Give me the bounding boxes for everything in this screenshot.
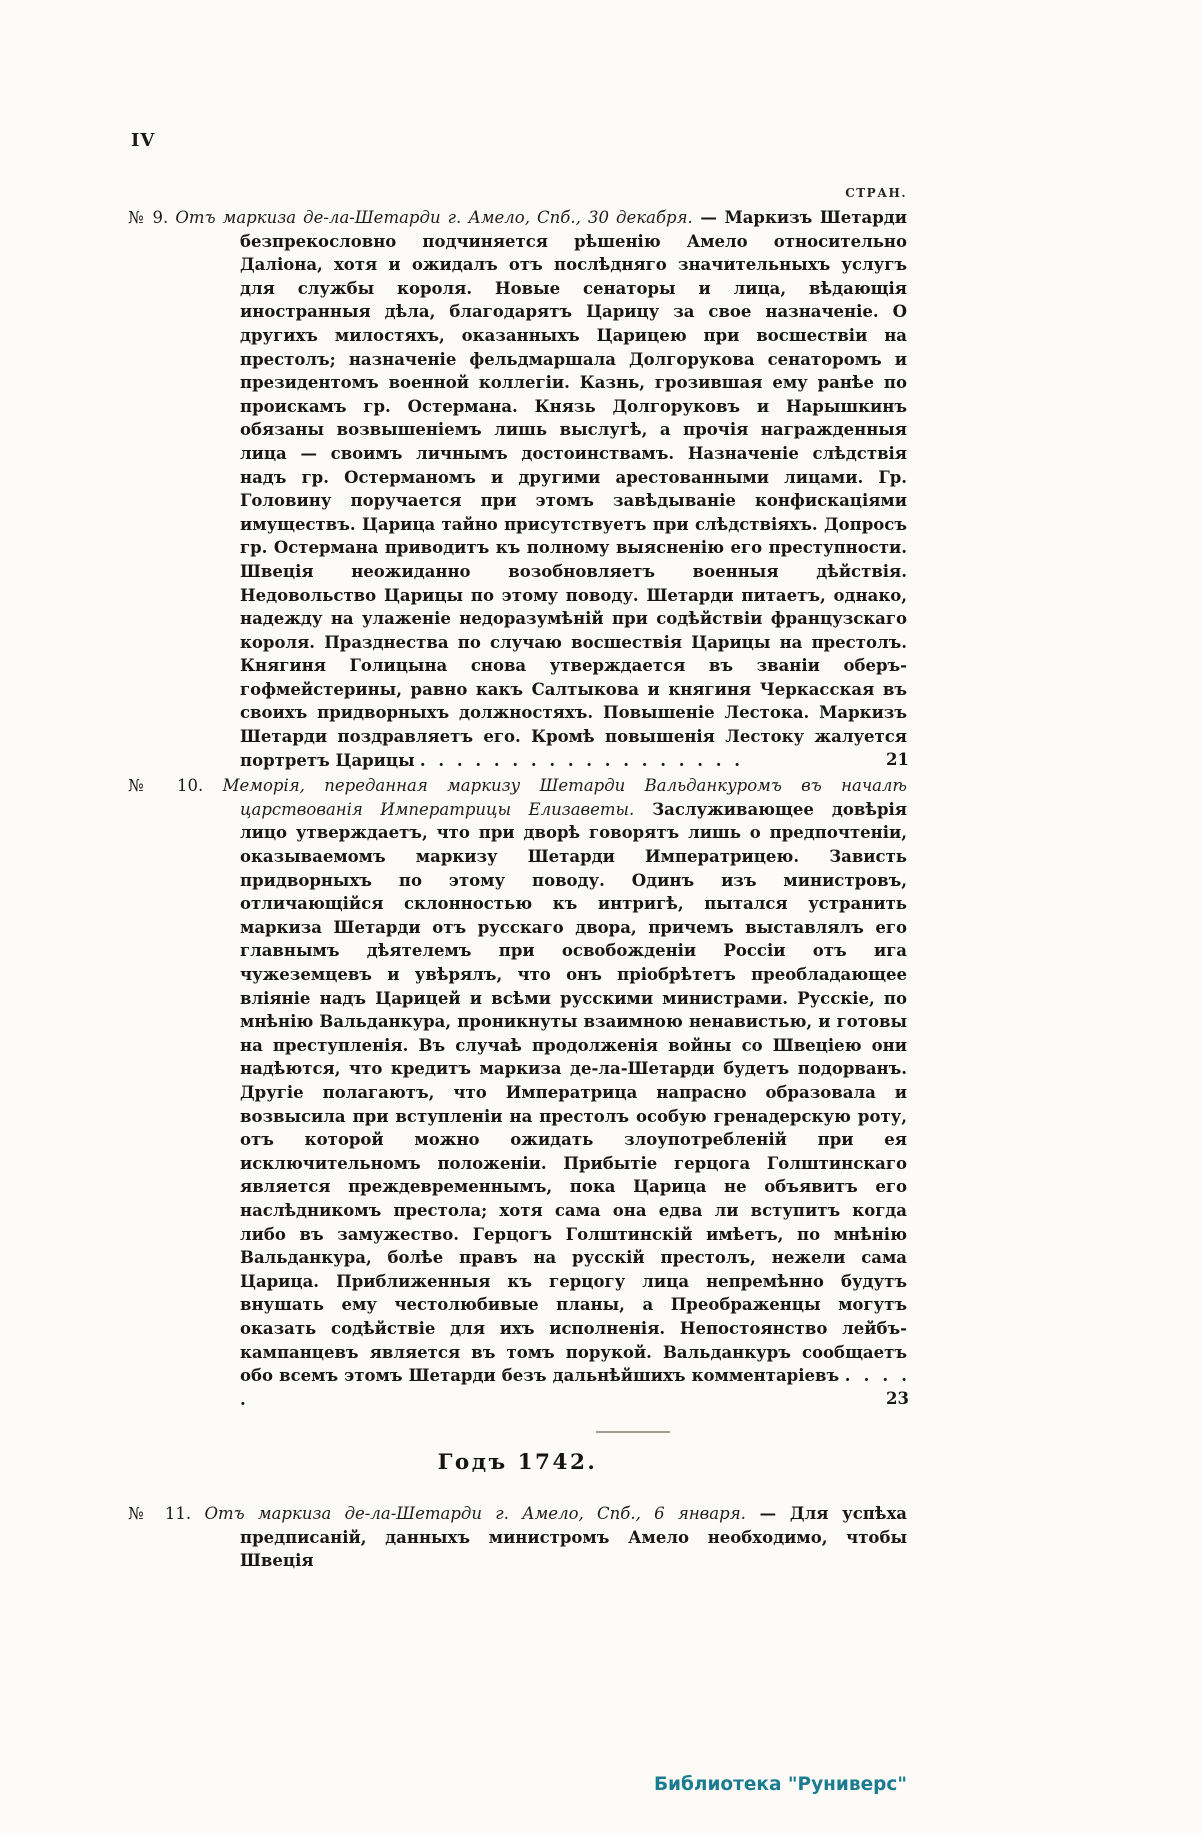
entry-summary: Маркизъ Шетарди безпрекословно подчиняется рѣшенію Амело относительно Даліона, хотя и ожидалъ отъ послѣдняго значительныхъ услугъ для службы короля. Новые сенаторы и лица, вѣдающія иностранныя дѣла, благодарятъ Царицу за свое назначеніе. О другихъ милостяхъ, оказанныхъ Царицею при восшествіи на престолъ; назначеніе фельдмаршала Долгорукова сенаторомъ и президентомъ военной коллегіи. Казнь, грозившая ему ранѣе по проискамъ гр. Остермана. Князь Долгоруковъ и Нарышкинъ обязаны возвышеніемъ лишь выслугѣ, а прочія награжденныя лица — своимъ личнымъ достоинствамъ. Назначеніе слѣдствія надъ гр. Остерманомъ и другими арестованными лицами. Гр. Головину поручается при этомъ завѣдываніе конфискаціями имуществъ. Царица тайно присутствуетъ при слѣдствіяхъ. Допросъ гр. Остермана приводитъ къ полному выясненію его преступности. Швеція неожиданно возобновляетъ военныя дѣйствія. Недовольство Царицы по этому поводу. Шетарди питаетъ, однако, надежду на улаженіе недоразумѣній при содѣйствіи французскаго короля. Празднества по случаю восшествія Царицы на престолъ. Княгиня Голицына снова утверждается въ званіи оберъ-гофмейстерины, равно какъ Салтыкова и княгиня Черкасская въ своихъ придворныхъ должностяхъ. Повышеніе Лестока. Маркизъ Шетарди поздравляетъ его. Кромѣ повышенія Лестоку жалуется портретъ Царицы bbox=[240, 208, 907, 770]
year-section-heading: Годъ 1742. bbox=[437, 1450, 598, 1476]
entry-number: № 11. bbox=[128, 1504, 192, 1524]
dot-leader: . . . . . bbox=[240, 1366, 908, 1409]
entry-source-line: Отъ маркиза де-ла-Шетарди г. Амело, Спб., 30 декабря. bbox=[175, 208, 693, 227]
toc-entry-10 bbox=[128, 774, 907, 1411]
page-reference: 21 bbox=[886, 749, 909, 769]
toc-entry-11 bbox=[128, 1502, 907, 1573]
dot-leader: . . . . . . . . . . . . . . . . . . bbox=[419, 750, 740, 770]
entry-separator: — bbox=[745, 1504, 790, 1524]
entry-source-line: Меморія, переданная маркизу Шетарди Вальданкуромъ въ началѣ царствованія Императрицы Елизаветы. bbox=[222, 776, 907, 819]
toc-entry-9 bbox=[128, 206, 907, 772]
table-of-contents bbox=[128, 204, 907, 1573]
entry-summary: Для успѣха предписаній, данныхъ министромъ Амело необходимо, чтобы Швеція bbox=[240, 1504, 907, 1571]
pages-column-header: СТРАН. bbox=[845, 186, 907, 200]
entry-summary: Заслуживающее довѣрія лицо утверждаетъ, что при дворѣ говорятъ лишь о предпочтеніи, оказываемомъ маркизу Шетарди Императрицею. Зависть придворныхъ по этому поводу. Одинъ изъ министровъ, отличающійся склонностью къ интригѣ, пытался устранить маркиза Шетарди отъ русскаго двора, причемъ выставлялъ его главнымъ дѣятелемъ при освобожденіи Россіи отъ ига чужеземцевъ и увѣрялъ, что онъ пріобрѣтетъ преобладающее вліяніе надъ Царицей и всѣми русскими министрами. Русскіе, по мнѣнію Вальданкура, проникнуты взаимною ненавистью, и готовы на преступленія. Въ случаѣ продолженія войны со Швеціею они надѣются, что кредитъ маркиза де-ла-Шетарди будетъ подорванъ. Другіе полагаютъ, что Императрица напрасно образовала и возвысила при вступленіи на престолъ особую гренадерскую роту, отъ которой можно ожидать злоупотребленій при ея исключительномъ положеніи. Прибытіе герцога Голштинскаго является преждевременнымъ, пока Царица не объявитъ его наслѣдникомъ престола; хотя сама она едва ли вступитъ когда либо въ замужество. Герцогъ Голштинскій имѣетъ, по мнѣнію Вальданкура, болѣе правъ на русскій престолъ, нежели сама Царица. Приближенныя къ герцогу лица непремѣнно будутъ внушать ему честолюбивые планы, а Преображенцы могутъ оказать содѣйствіе для ихъ исполненія. Непостоянство лейбъ-кампанцевъ является въ томъ порукой. Вальданкуръ сообщаетъ обо всемъ этомъ Шетарди безъ дальнѣйшихъ комментаріевъ bbox=[240, 799, 907, 1386]
entry-separator bbox=[634, 800, 652, 819]
folio-number: IV bbox=[131, 130, 156, 151]
entry-number: № 9. bbox=[128, 208, 169, 227]
runivers-library-watermark: Библиотека "Руниверс" bbox=[653, 1774, 907, 1795]
page-reference: 23 bbox=[886, 1388, 909, 1408]
entry-source-line: Отъ маркиза де-ла-Шетарди г. Амело, Спб., 6 января. bbox=[204, 1504, 746, 1524]
entry-separator: — bbox=[692, 208, 725, 227]
section-divider-rule bbox=[596, 1431, 670, 1433]
entry-number: № 10. bbox=[128, 776, 204, 796]
